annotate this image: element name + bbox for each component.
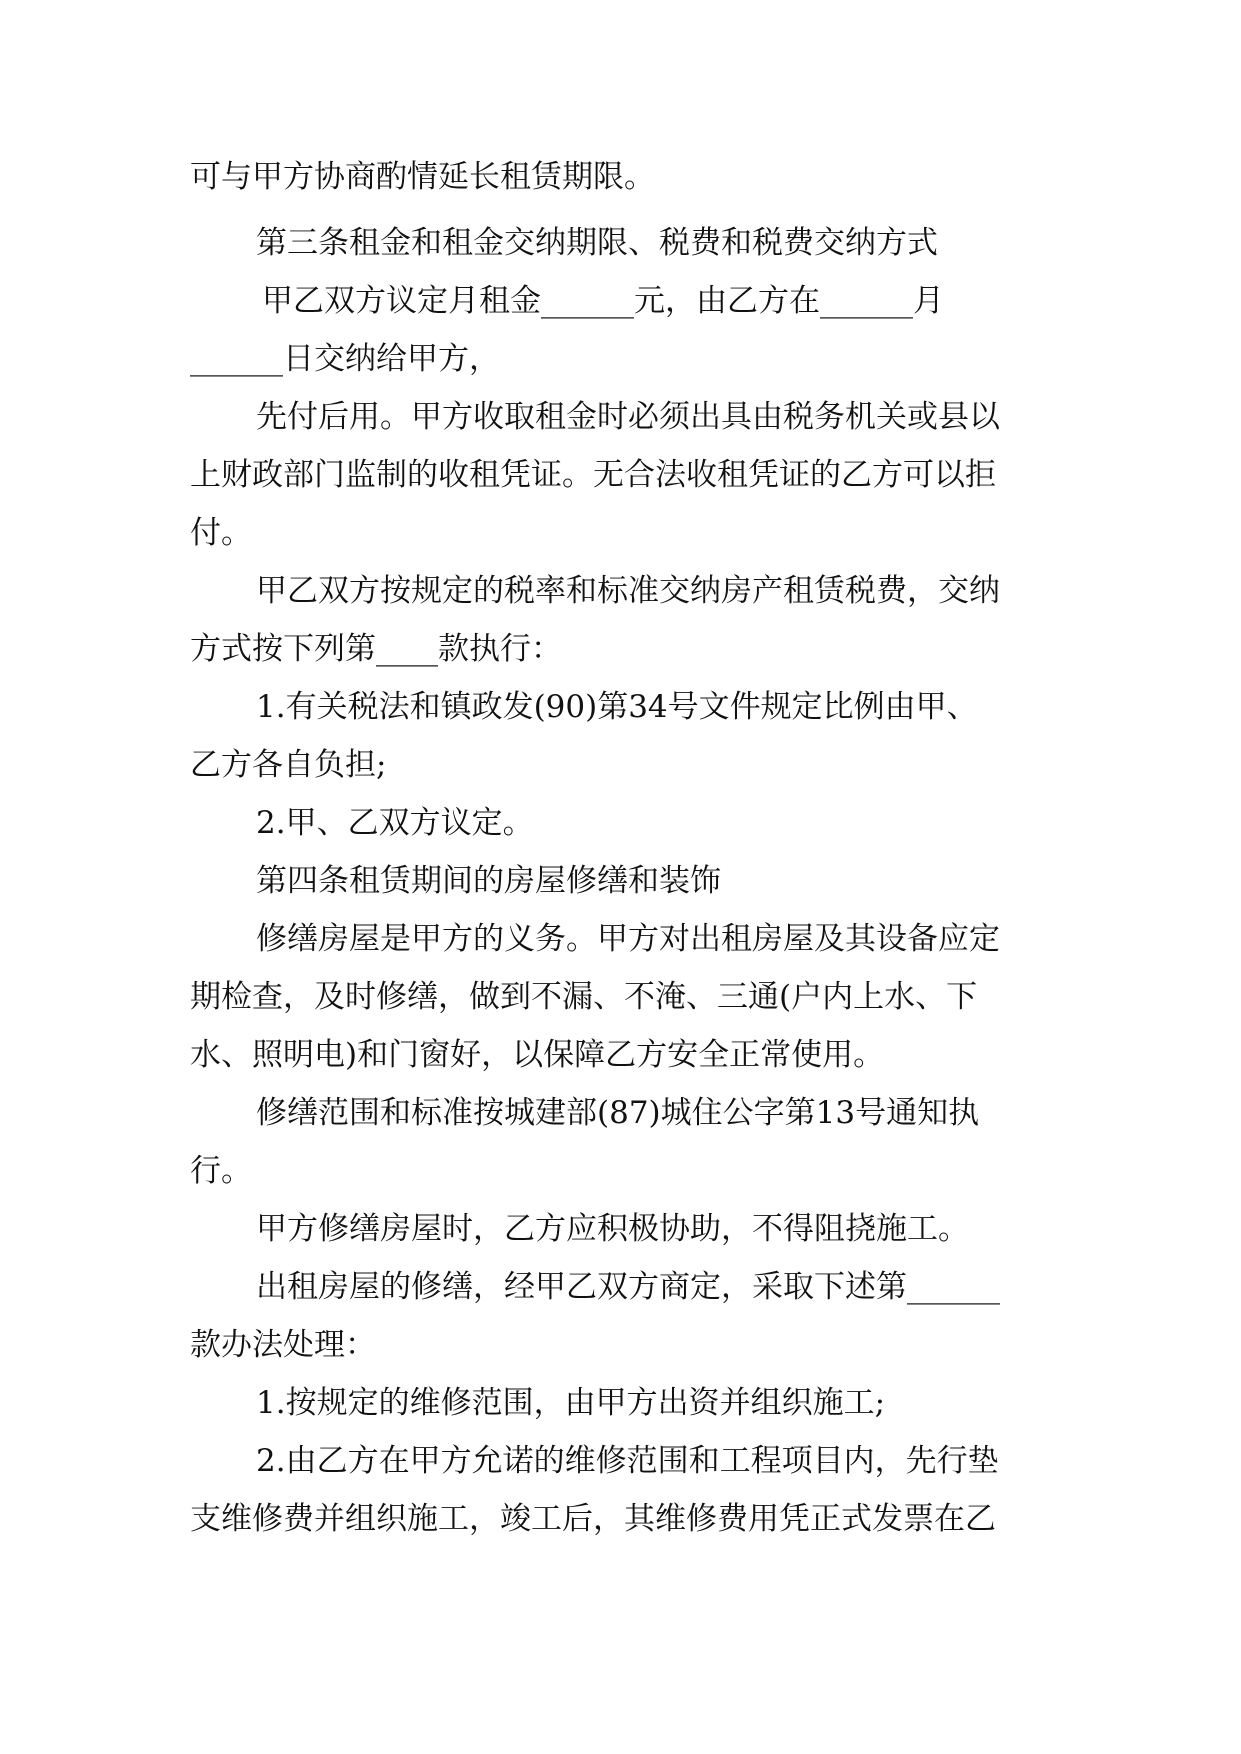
text-line — [0, 561, 1241, 621]
text-line-content: 甲乙双方按规定的税率和标准交纳房产租赁税费，交纳 — [256, 573, 1000, 609]
text-line-content: 付。 — [190, 515, 252, 551]
text-line-content: 出租房屋的修缮，经甲乙双方商定，采取下述第______ — [256, 1269, 1000, 1305]
text-line — [0, 445, 1241, 505]
text-line — [0, 677, 1241, 737]
text-line-content: 款办法处理： — [190, 1327, 376, 1363]
text-line — [0, 1257, 1241, 1317]
text-line-content: 上财政部门监制的收租凭证。无合法收租凭证的乙方可以拒 — [190, 457, 996, 493]
text-line-content: 甲乙双方议定月租金______元，由乙方在______月 — [262, 283, 944, 319]
text-line-content: 水、照明电)和门窗好，以保障乙方安全正常使用。 — [190, 1037, 885, 1073]
text-line — [0, 735, 1241, 795]
text-line — [0, 793, 1241, 853]
text-line — [0, 1025, 1241, 1085]
text-line — [0, 213, 1241, 273]
text-line-content: 行。 — [190, 1153, 252, 1189]
text-line-content: 修缮范围和标准按城建部(87)城住公字第13号通知执 — [256, 1095, 980, 1131]
text-line-content: 方式按下列第____款执行： — [190, 631, 562, 667]
text-line — [0, 1373, 1241, 1433]
text-line-content: 1.有关税法和镇政发(90)第34号文件规定比例由甲、 — [256, 689, 978, 725]
text-line-content: 修缮房屋是甲方的义务。甲方对出租房屋及其设备应定 — [256, 921, 1000, 957]
text-line-content: 第三条租金和租金交纳期限、税费和税费交纳方式 — [256, 225, 938, 261]
text-line — [0, 619, 1241, 679]
text-line-content: 第四条租赁期间的房屋修缮和装饰 — [256, 863, 721, 899]
text-line — [0, 1141, 1241, 1201]
text-line-content: 先付后用。甲方收取租金时必须出具由税务机关或县以 — [256, 399, 1000, 435]
text-line — [0, 503, 1241, 563]
text-line-content: ______日交纳给甲方， — [190, 341, 500, 377]
text-line — [0, 851, 1241, 911]
text-line — [0, 147, 1241, 207]
text-line — [0, 387, 1241, 447]
text-line-content: 2.甲、乙双方议定。 — [256, 805, 534, 841]
text-line — [0, 1199, 1241, 1259]
text-line — [0, 1431, 1241, 1491]
text-line — [0, 271, 1241, 331]
text-line-content: 期检查，及时修缮，做到不漏、不淹、三通(户内上水、下 — [190, 979, 978, 1015]
text-line-content: 乙方各自负担; — [190, 747, 387, 783]
text-line-content: 1.按规定的维修范围，由甲方出资并组织施工; — [256, 1385, 886, 1421]
text-line — [0, 1315, 1241, 1375]
text-line — [0, 1083, 1241, 1143]
text-line — [0, 967, 1241, 1027]
text-line — [0, 909, 1241, 969]
text-line-content: 2.由乙方在甲方允诺的维修范围和工程项目内，先行垫 — [256, 1443, 999, 1479]
text-line-content: 甲方修缮房屋时，乙方应积极协助，不得阻挠施工。 — [256, 1211, 969, 1247]
text-line-content: 可与甲方协商酌情延长租赁期限。 — [190, 159, 655, 195]
text-line — [0, 1489, 1241, 1549]
text-line — [0, 329, 1241, 389]
text-line-content: 支维修费并组织施工，竣工后，其维修费用凭正式发票在乙 — [190, 1501, 996, 1537]
